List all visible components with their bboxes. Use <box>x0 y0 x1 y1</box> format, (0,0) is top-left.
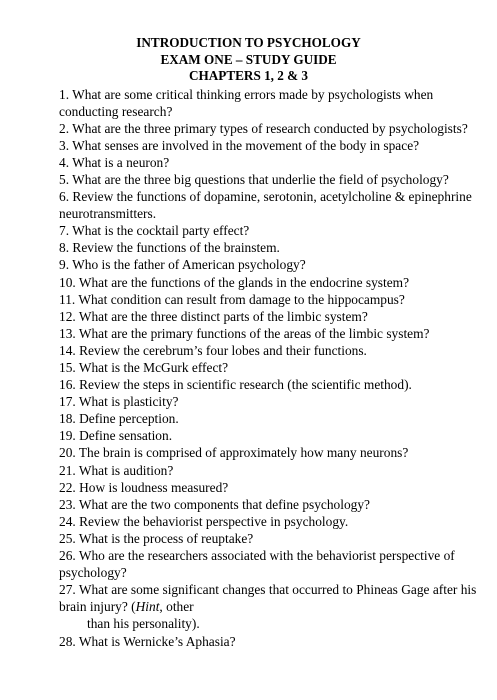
question-27-after-hint: , other <box>159 599 194 615</box>
course-title: INTRODUCTION TO PSYCHOLOGY <box>136 35 361 50</box>
question-item: 5. What are the three big questions that underlie the field of psychology? <box>59 171 449 187</box>
question-item: 18. Define perception. <box>59 411 179 427</box>
question-item: 4. What is a neuron? <box>59 154 170 170</box>
chapters-title: CHAPTERS 1, 2 & 3 <box>188 68 309 83</box>
question-item-28: 28. What is Wernicke’s Aphasia? <box>59 633 236 649</box>
question-item: 14. Review the cerebrum’s four lobes and their functions. <box>59 342 367 358</box>
question-item: 24. Review the behaviorist perspective in psychology. <box>59 513 349 529</box>
question-item: 21. What is audition? <box>59 462 174 478</box>
question-item: 7. What is the cocktail party effect? <box>59 223 250 239</box>
question-item: 19. Define sensation. <box>59 428 173 444</box>
hint-label: Hint <box>135 599 160 615</box>
question-item: 1. What are some critical thinking errors made by psychologists when conducting research? <box>59 86 434 119</box>
question-item: 3. What senses are involved in the movement of the body in space? <box>59 137 420 153</box>
question-item-27 <box>59 581 479 615</box>
question-item: 22. How is loudness measured? <box>59 479 229 495</box>
question-item: 2. What are the three primary types of research conducted by psychologists? <box>59 120 468 136</box>
question-item: 9. Who is the father of American psychology? <box>59 257 306 273</box>
question-item: 17. What is plasticity? <box>59 394 179 410</box>
question-item: 16. Review the steps in scientific research (the scientific method). <box>59 377 412 393</box>
question-item: 20. The brain is comprised of approximately how many neurons? <box>59 445 409 461</box>
question-item: 26. Who are the researchers associated with the behaviorist perspective of psychology? <box>59 548 455 581</box>
question-item: 6. Review the functions of dopamine, serotonin, acetylcholine & epinephrine neurotransmitters. <box>59 189 472 222</box>
question-item: 23. What are the two components that define psychology? <box>59 496 370 512</box>
question-item: 8. Review the functions of the brainstem. <box>59 240 280 256</box>
exam-title: EXAM ONE – STUDY GUIDE <box>160 51 337 67</box>
question-item: 15. What is the McGurk effect? <box>59 360 229 375</box>
question-item: 11. What condition can result from damage to the hippocampus? <box>59 291 405 307</box>
question-item: 25. What is the process of reuptake? <box>59 530 254 546</box>
question-27-continuation: than his personality). <box>87 616 200 632</box>
study-guide-page <box>59 35 479 650</box>
document-heading <box>0 35 497 85</box>
question-list <box>59 86 479 650</box>
question-item: 12. What are the three distinct parts of the limbic system? <box>59 308 368 324</box>
question-27-text: 27. What are some significant changes that occurred to Phineas Gage after his brain injury? ( <box>59 582 477 615</box>
question-item: 10. What are the functions of the glands in the endocrine system? <box>59 274 410 290</box>
question-item: 13. What are the primary functions of the areas of the limbic system? <box>59 325 430 341</box>
